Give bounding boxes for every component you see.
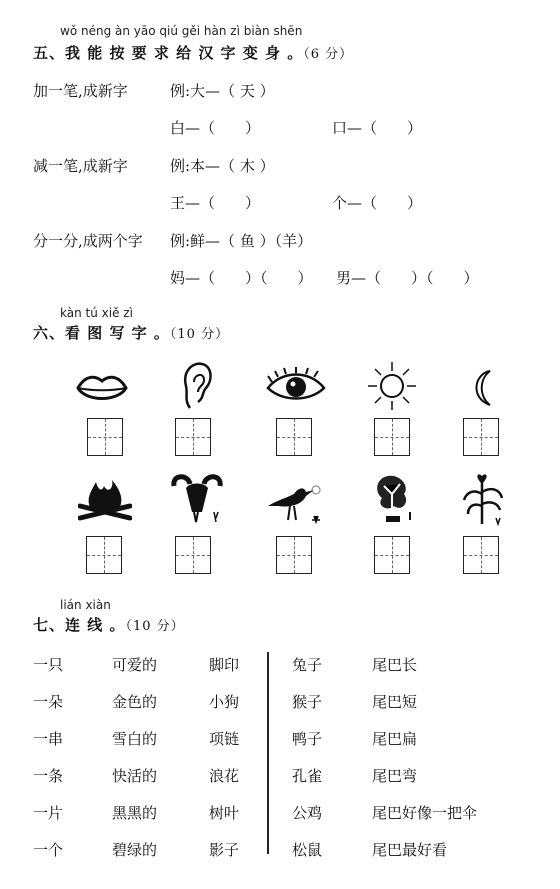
writing-box-6[interactable]	[86, 536, 122, 574]
tail-description[interactable]: 尾巴最好看	[372, 841, 448, 859]
tail-description[interactable]: 尾巴长	[372, 656, 418, 674]
noun[interactable]: 小狗	[209, 693, 240, 711]
lips-picture	[74, 368, 130, 408]
measure-word[interactable]: 一个	[33, 841, 64, 859]
section5-pinyin: wǒ néng àn yāo qiú gěi hàn zì biàn shēn	[60, 24, 303, 38]
section7-points: （10 分）	[125, 619, 185, 634]
section7-title	[33, 614, 185, 635]
adjective[interactable]: 快活的	[112, 767, 158, 785]
adjective[interactable]: 碧绿的	[112, 841, 158, 859]
item-nan: 男—（ ）（ ）	[336, 269, 479, 287]
tail-description[interactable]: 尾巴弯	[372, 767, 418, 785]
measure-word[interactable]: 一串	[33, 730, 64, 748]
animal[interactable]: 松鼠	[292, 841, 323, 859]
fire-picture	[78, 476, 132, 522]
add-stroke-label: 加一笔,成新字	[33, 82, 128, 100]
noun[interactable]: 项链	[209, 730, 240, 748]
section5-title-text: 五、我 能 按 要 求 给 汉 字 变 身 。	[33, 44, 304, 62]
bird-picture	[264, 476, 324, 526]
tail-description[interactable]: 尾巴短	[372, 693, 418, 711]
writing-box-2[interactable]	[175, 418, 211, 456]
ear-picture	[180, 360, 214, 412]
measure-word[interactable]: 一只	[33, 656, 64, 674]
section6-pinyin: kàn tú xiě zì	[60, 306, 133, 320]
noun[interactable]: 影子	[209, 841, 240, 859]
plant-picture	[460, 470, 508, 528]
item-wang: 王—（ ）	[170, 194, 261, 212]
tail-description[interactable]: 尾巴扁	[372, 730, 418, 748]
item-kou: 口—（ ）	[332, 119, 423, 137]
section7-pinyin: lián xiàn	[60, 598, 111, 612]
adjective[interactable]: 黑黑的	[112, 804, 158, 822]
remove-stroke-label: 减一笔,成新字	[33, 157, 128, 175]
measure-word[interactable]: 一片	[33, 804, 64, 822]
writing-box-5[interactable]	[463, 418, 499, 456]
section7-title-text: 七、连 线 。	[33, 616, 126, 634]
animal[interactable]: 鸭子	[292, 730, 323, 748]
column-divider	[267, 652, 269, 854]
add-stroke-example: 例:大—（ 天 ）	[170, 82, 275, 100]
animal[interactable]: 猴子	[292, 693, 323, 711]
noun[interactable]: 脚印	[209, 656, 240, 674]
remove-stroke-example: 例:本—（ 木 ）	[170, 157, 275, 175]
noun[interactable]: 浪花	[209, 767, 240, 785]
section5-title	[33, 42, 353, 63]
adjective[interactable]: 金色的	[112, 693, 158, 711]
adjective[interactable]: 雪白的	[112, 730, 158, 748]
tree-picture	[370, 472, 420, 526]
item-bai: 白—（ ）	[170, 119, 261, 137]
section6-title-text: 六、看 图 写 字 。	[33, 324, 170, 342]
item-ma: 妈—（ ）（ ）	[170, 269, 313, 287]
split-example: 例:鲜—（ 鱼 ）（羊）	[170, 232, 313, 250]
split-label: 分一分,成两个字	[33, 232, 143, 250]
animal[interactable]: 孔雀	[292, 767, 323, 785]
animal[interactable]: 兔子	[292, 656, 323, 674]
measure-word[interactable]: 一朵	[33, 693, 64, 711]
writing-box-3[interactable]	[276, 418, 312, 456]
sheep-head-picture	[168, 472, 226, 528]
section5-points: （6 分）	[303, 47, 354, 62]
animal[interactable]: 公鸡	[292, 804, 323, 822]
tail-description[interactable]: 尾巴好像一把伞	[372, 804, 478, 822]
eye-picture	[264, 366, 328, 408]
noun[interactable]: 树叶	[209, 804, 240, 822]
writing-box-7[interactable]	[175, 536, 211, 574]
moon-picture	[466, 368, 500, 408]
adjective[interactable]: 可爱的	[112, 656, 158, 674]
writing-box-1[interactable]	[87, 418, 123, 456]
writing-box-8[interactable]	[276, 536, 312, 574]
writing-box-10[interactable]	[463, 536, 499, 574]
writing-box-4[interactable]	[374, 418, 410, 456]
sun-picture	[366, 360, 418, 412]
item-ge: 个—（ ）	[332, 194, 423, 212]
writing-box-9[interactable]	[374, 536, 410, 574]
section6-title	[33, 322, 229, 343]
section6-points: （10 分）	[169, 327, 230, 342]
measure-word[interactable]: 一条	[33, 767, 64, 785]
